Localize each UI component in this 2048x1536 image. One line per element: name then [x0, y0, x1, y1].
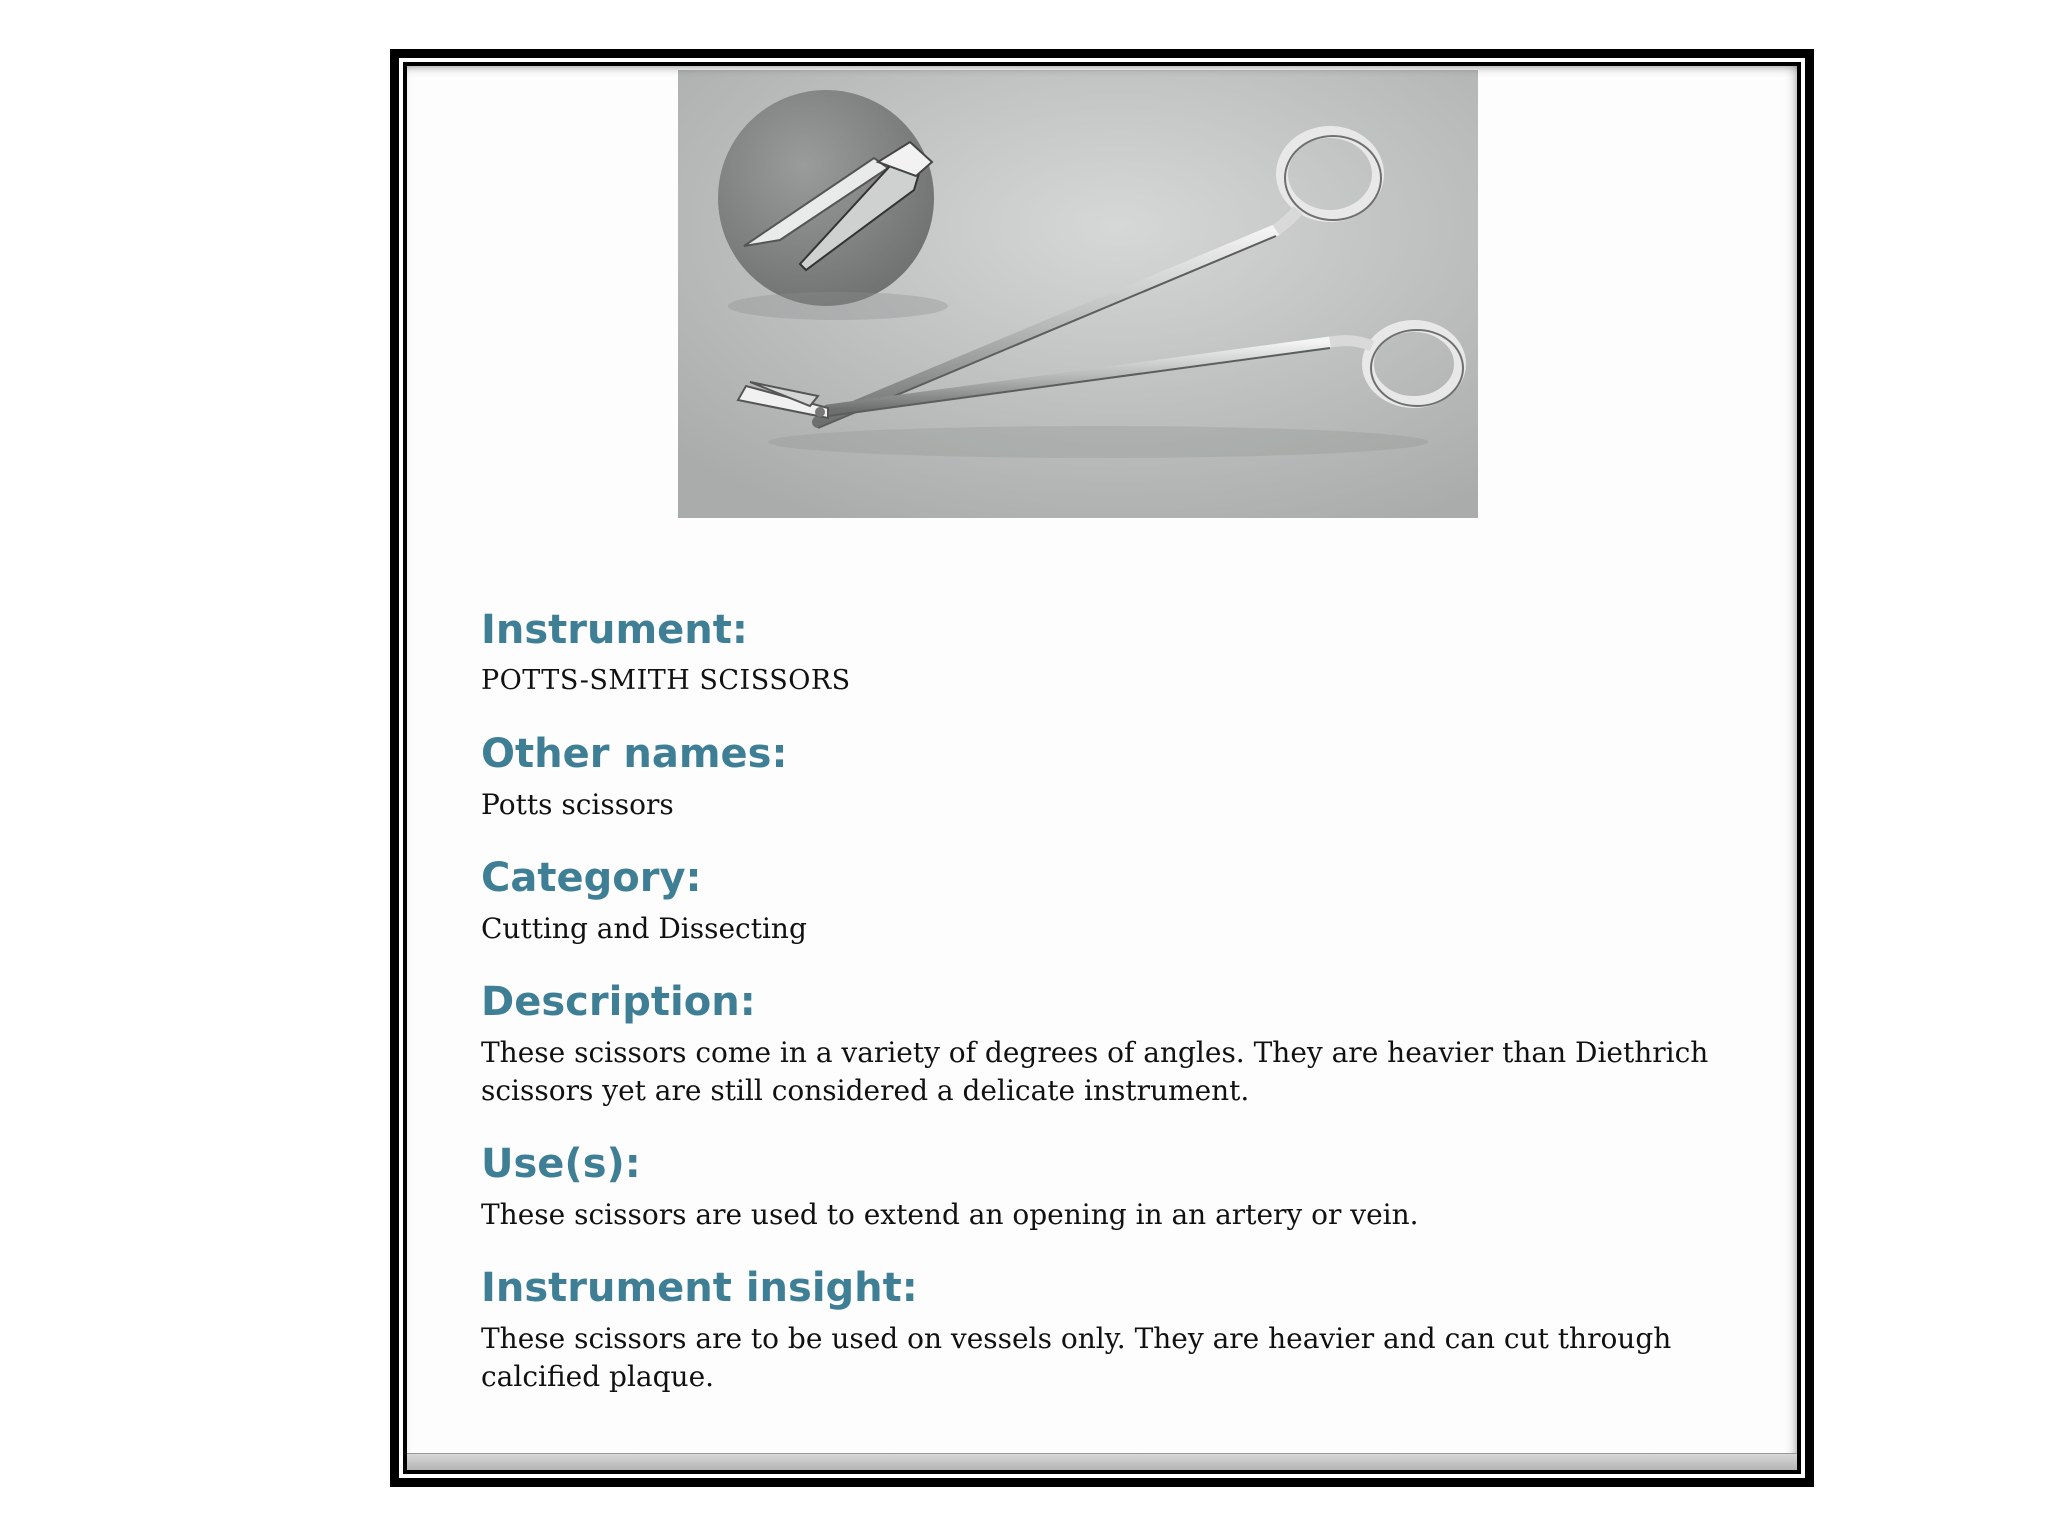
description-heading: Description: — [481, 979, 756, 1025]
viewer-bottom-bar — [407, 1453, 1797, 1470]
other-names-value: Potts scissors — [481, 788, 674, 821]
uses-value: These scissors are used to extend an opening in an artery or vein. — [481, 1198, 1419, 1231]
category-heading: Category: — [481, 855, 702, 901]
description-value: These scissors come in a variety of degrees of angles. They are heavier than Diethrich scissors yet are still considered a delicate instrument. — [481, 1036, 1709, 1107]
category-value: Cutting and Dissecting — [481, 912, 807, 945]
other-names-heading: Other names: — [481, 731, 788, 777]
instrument-heading: Instrument: — [481, 607, 748, 653]
insight-heading: Instrument insight: — [481, 1265, 918, 1311]
uses-heading: Use(s): — [481, 1141, 641, 1187]
instrument-value: POTTS-SMITH SCISSORS — [481, 665, 851, 696]
scissors-photo — [678, 70, 1478, 518]
slide-frame — [390, 49, 1814, 1487]
document-page — [403, 62, 1801, 1474]
insight-value: These scissors are to be used on vessels only. They are heavier and can cut through calcified plaque. — [481, 1322, 1672, 1393]
instrument-details — [481, 606, 1711, 1426]
